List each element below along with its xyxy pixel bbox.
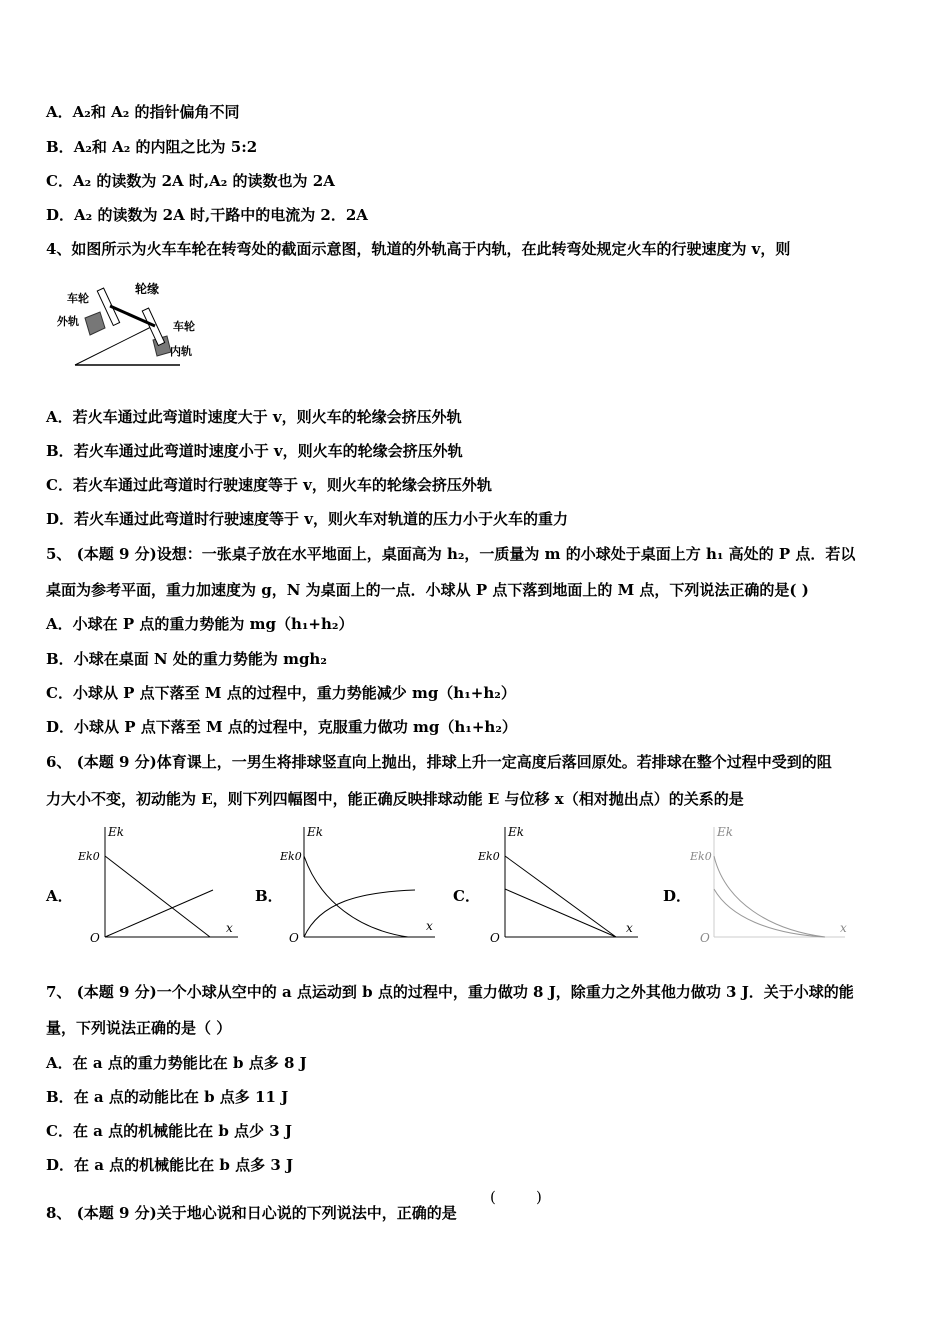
q3-option-b: B．A₂和 A₂ 的内阻之比为 5:2	[46, 138, 258, 156]
ek0-label: Ek0	[78, 850, 100, 863]
q5-stem-1: 5、 (本题 9 分)设想：一张桌子放在水平地面上，桌面高为 h₂，一质量为 m 的小球处于桌面上方 h₁ 高处的 P 点．若以	[46, 545, 856, 563]
q5-option-b: B．小球在桌面 N 处的重力势能为 mgh₂	[46, 650, 327, 668]
axis-x-label: x	[426, 919, 433, 933]
ek0-label: Ek0	[690, 850, 712, 863]
q4-option-d: D．若火车通过此弯道时行驶速度等于 v，则火车对轨道的压力小于火车的重力	[46, 510, 568, 528]
graph-b	[280, 822, 450, 952]
q7-stem-2: 量，下列说法正确的是（ ）	[46, 1019, 232, 1037]
axis-y-label: Ek	[307, 825, 324, 839]
q6-stem-1: 6、 (本题 9 分)体育课上，一男生将排球竖直向上抛出，排球上升一定高度后落回原处。若排球在整个过程中受到的阻	[46, 753, 832, 771]
axis-x-label: x	[226, 921, 233, 935]
origin-label: O	[490, 931, 500, 945]
ek0-label: Ek0	[280, 850, 302, 863]
origin-label: O	[289, 931, 299, 945]
curve-upper	[714, 856, 825, 937]
train-wheel-figure	[55, 280, 215, 370]
graph-d	[690, 822, 860, 952]
axis-y-label: Ek	[717, 825, 734, 839]
axis-y-label: Ek	[108, 825, 125, 839]
q5-option-d: D．小球从 P 点下落至 M 点的过程中，克服重力做功 mg（h₁+h₂）	[46, 718, 517, 736]
q7-stem-1: 7、 (本题 9 分)一个小球从空中的 a 点运动到 b 点的过程中，重力做功 8 J，除重力之外其他力做功 3 J．关于小球的能	[46, 983, 854, 1001]
q6-stem-2: 力大小不变，初动能为 E，则下列四幅图中，能正确反映排球动能 E 与位移 x（相对抛出点）的关系的是	[46, 790, 744, 808]
axis-x-label: x	[626, 921, 633, 935]
axis-y-label: Ek	[508, 825, 525, 839]
q3-option-a: A．A₂和 A₂ 的指针偏角不同	[46, 103, 240, 121]
q8-stem: 8、 (本题 9 分)关于地心说和日心说的下列说法中，正确的是	[46, 1204, 457, 1222]
q4-option-c: C．若火车通过此弯道时行驶速度等于 v，则火车的轮缘会挤压外轨	[46, 476, 492, 494]
origin-label: O	[90, 931, 100, 945]
graph-label-d: D．	[663, 887, 692, 905]
q4-option-a: A．若火车通过此弯道时速度大于 v，则火车的轮缘会挤压外轨	[46, 408, 462, 426]
axis-x-label: x	[840, 921, 847, 935]
label-inner-rail: 内轨	[170, 345, 192, 358]
q5-option-c: C．小球从 P 点下落至 M 点的过程中，重力势能减少 mg（h₁+h₂）	[46, 684, 516, 702]
q5-option-a: A．小球在 P 点的重力势能为 mg（h₁+h₂）	[46, 615, 354, 633]
curve-descending	[105, 856, 210, 937]
q7-option-b: B．在 a 点的动能比在 b 点多 11 J	[46, 1088, 289, 1106]
graph-label-b: B．	[255, 887, 283, 905]
curve-ascending	[304, 890, 415, 937]
q8-paren-open: (	[490, 1188, 496, 1206]
q7-option-d: D．在 a 点的机械能比在 b 点多 3 J	[46, 1156, 294, 1174]
curve-lower	[714, 889, 825, 937]
label-wheel-right: 车轮	[173, 320, 195, 333]
label-flange: 轮缘	[135, 282, 160, 296]
graph-c	[478, 822, 648, 952]
q7-option-c: C．在 a 点的机械能比在 b 点少 3 J	[46, 1122, 293, 1140]
q3-option-d: D．A₂ 的读数为 2A 时,干路中的电流为 2．2A	[46, 206, 368, 224]
graph-a	[78, 822, 248, 952]
curve-descending	[304, 856, 408, 937]
ek0-label: Ek0	[478, 850, 500, 863]
q4-stem: 4、如图所示为火车车轮在转弯处的截面示意图，轨道的外轨高于内轨，在此转弯处规定火车的行驶速度为 v，则	[46, 240, 791, 258]
graph-label-a: A．	[46, 887, 73, 905]
q3-option-c: C．A₂ 的读数为 2A 时,A₂ 的读数也为 2A	[46, 172, 335, 190]
label-wheel-left: 车轮	[67, 292, 89, 305]
origin-label: O	[700, 931, 710, 945]
label-outer-rail: 外轨	[57, 315, 79, 328]
q7-option-a: A．在 a 点的重力势能比在 b 点多 8 J	[46, 1054, 307, 1072]
q8-paren-close: )	[536, 1188, 542, 1206]
graph-label-c: C．	[453, 887, 480, 905]
q4-option-b: B．若火车通过此弯道时速度小于 v，则火车的轮缘会挤压外轨	[46, 442, 463, 460]
q5-stem-2: 桌面为参考平面，重力加速度为 g，N 为桌面上的一点．小球从 P 点下落到地面上的 M 点，下列说法正确的是( )	[46, 581, 809, 599]
